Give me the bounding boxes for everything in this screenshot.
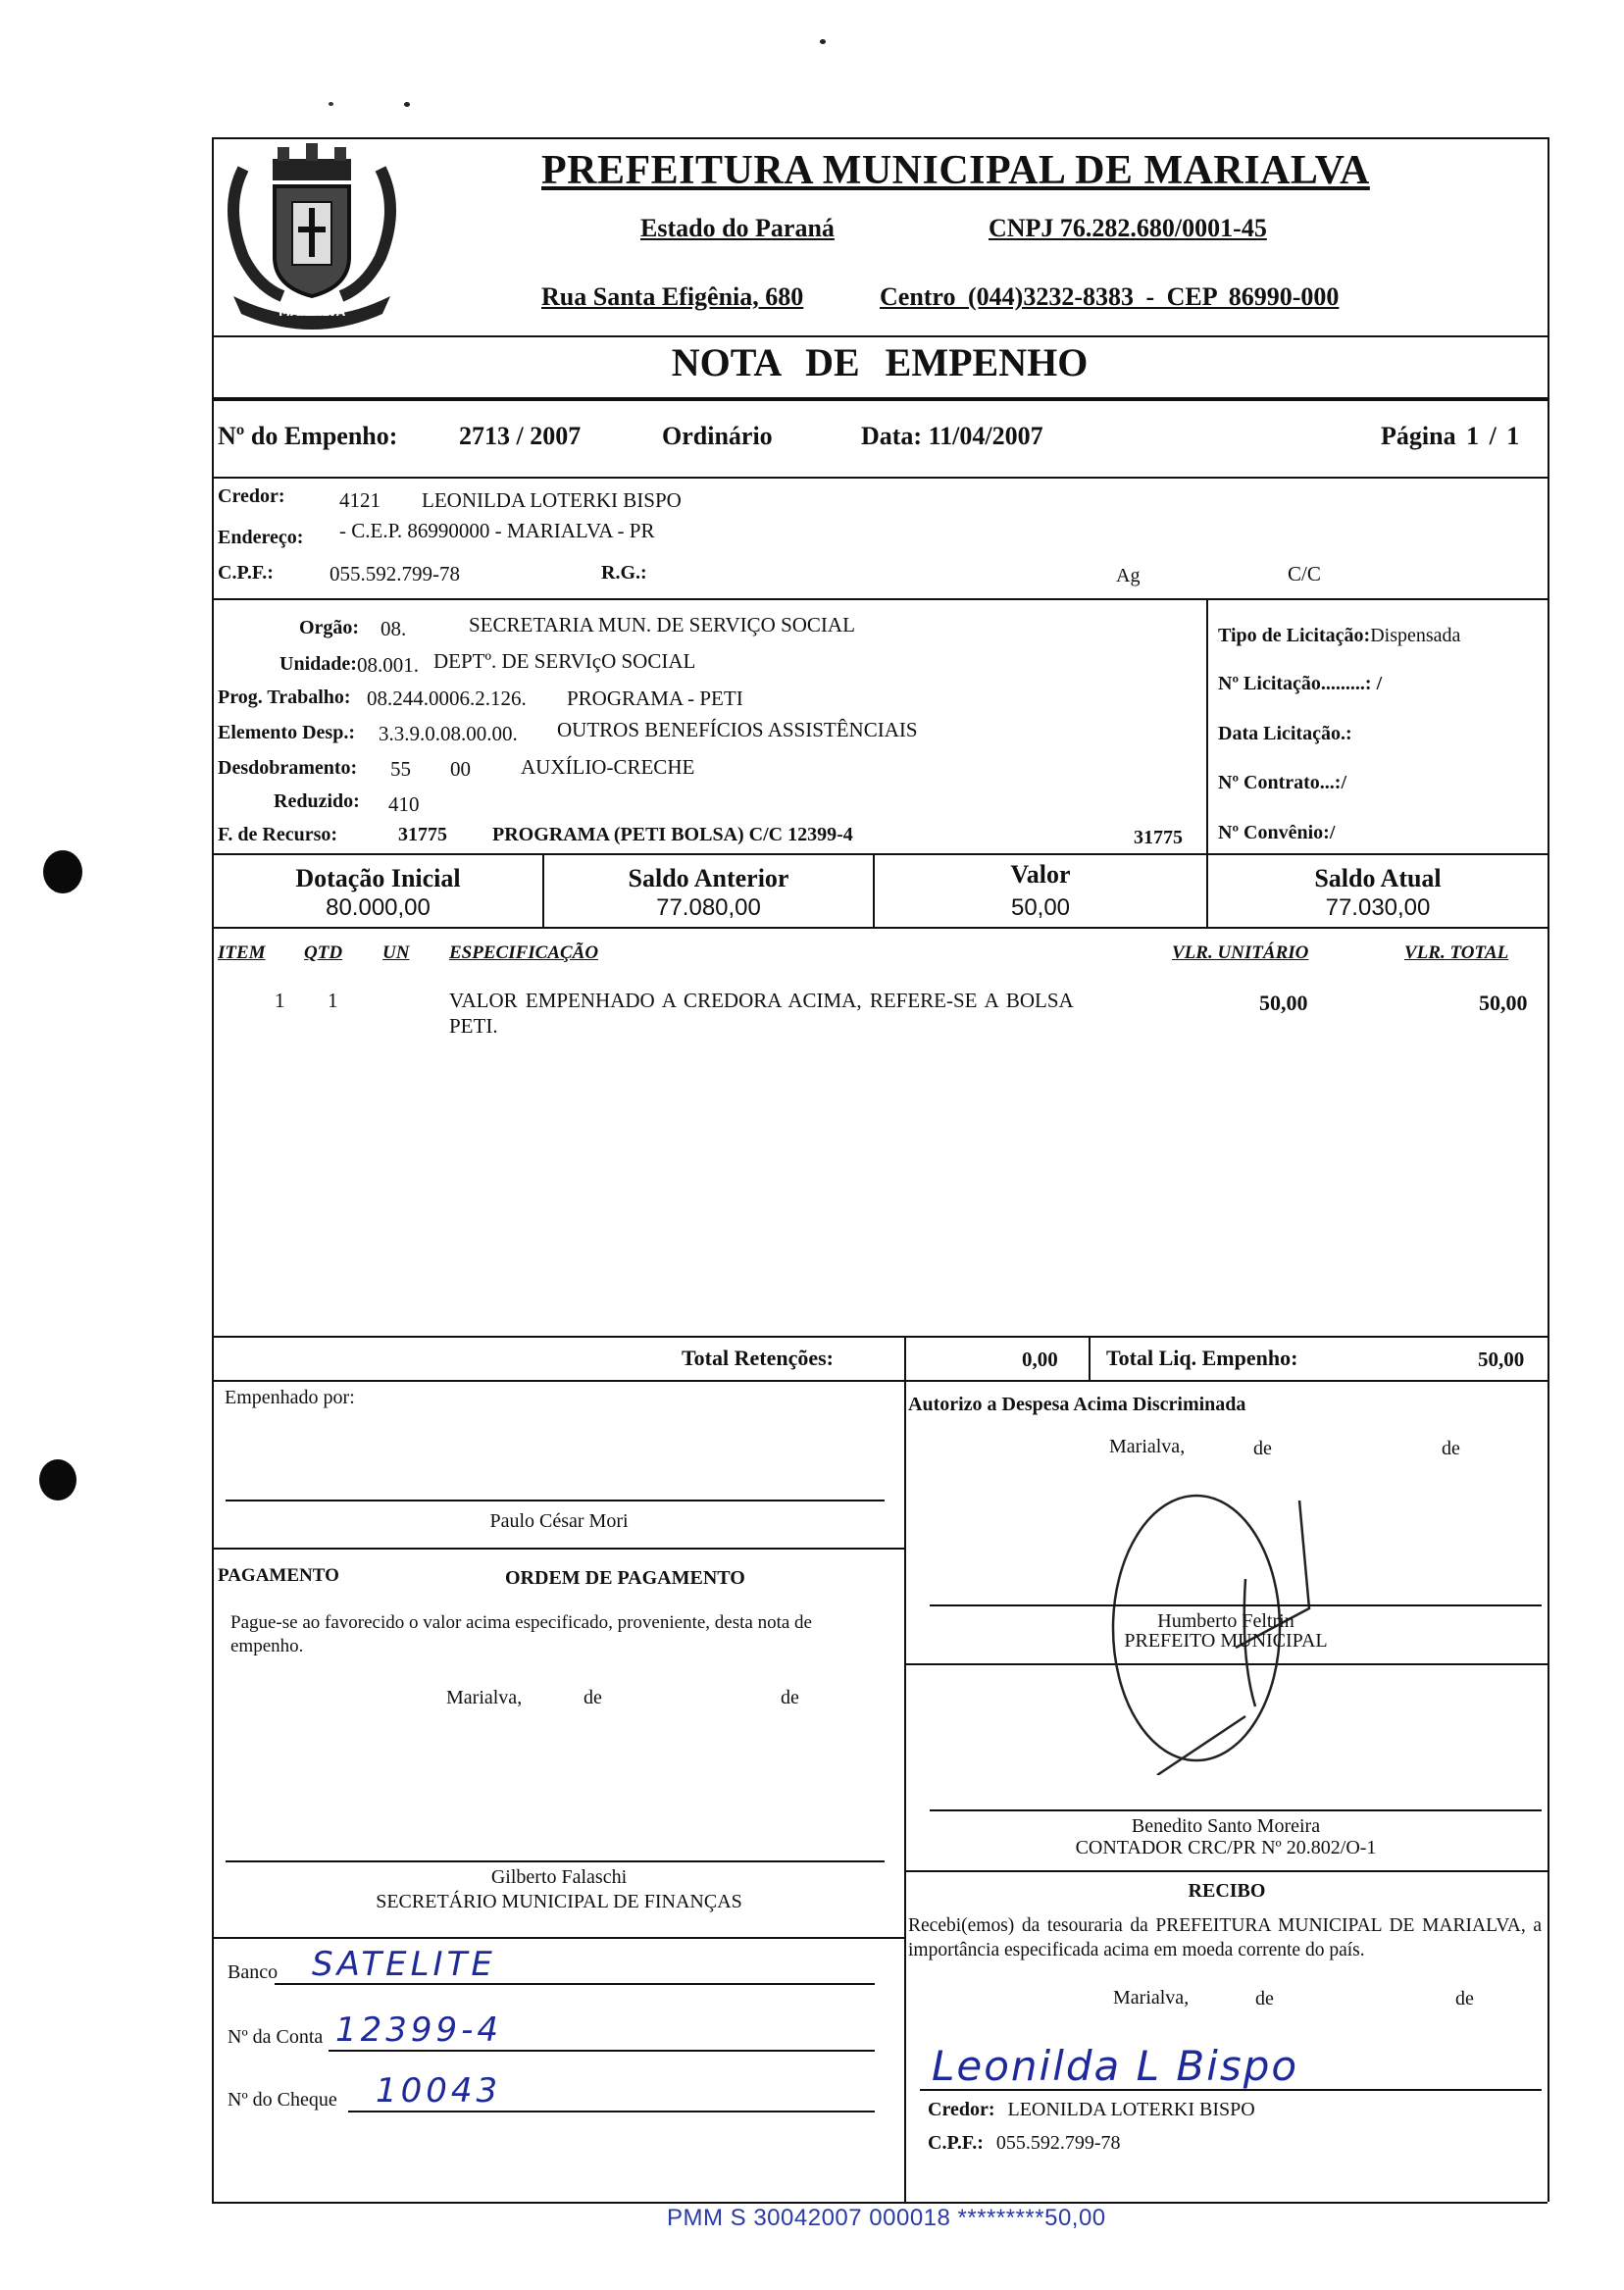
cpf-value: 055.592.799-78 — [330, 562, 460, 585]
prog-code: 08.244.0006.2.126. — [367, 687, 527, 710]
elemento-code: 3.3.9.0.08.00.00. — [379, 722, 518, 745]
scan-speck — [329, 102, 333, 106]
recibo-credor-name: LEONILDA LOTERKI BISPO — [1007, 2099, 1255, 2120]
contador-title: CONTADOR CRC/PR Nº 20.802/O-1 — [1075, 1837, 1377, 1858]
scan-speck — [820, 39, 826, 44]
dotacao-label: Dotação Inicial — [295, 864, 461, 892]
row-unit-value: 50,00 — [1259, 991, 1308, 1015]
credor-label: Credor: — [218, 485, 285, 507]
empenho-type: Ordinário — [662, 422, 773, 450]
recibo-label: RECIBO — [1188, 1880, 1266, 1902]
retencoes-label: Total Retenções: — [682, 1346, 834, 1370]
banco-handwritten: SATELITE — [312, 1945, 496, 1984]
numero-licitacao: Nº Licitação.........: / — [1218, 673, 1383, 694]
recurso-code: 31775 — [398, 824, 447, 845]
liquido-label: Total Liq. Empenho: — [1106, 1346, 1298, 1370]
desdobramento-name: AUXÍLIO-CRECHE — [521, 755, 695, 779]
pagamento-de-2: de — [781, 1687, 799, 1708]
elemento-label: Elemento Desp.: — [218, 722, 355, 743]
pagamento-label: PAGAMENTO — [218, 1565, 339, 1586]
tipo-licitacao-label: Tipo de Licitação: — [1218, 625, 1371, 646]
cc-label: C/C — [1288, 562, 1321, 585]
prefeito-signature-line — [930, 1604, 1542, 1606]
prog-name: PROGRAMA - PETI — [567, 687, 743, 710]
unidade-code: 08.001. — [357, 653, 419, 677]
punch-hole — [39, 1459, 76, 1501]
autorizo-de-2: de — [1442, 1438, 1460, 1459]
col-un: UN — [382, 942, 410, 963]
col-spec: ESPECIFICAÇÃO — [449, 942, 599, 963]
numero-contrato: Nº Contrato...:/ — [1218, 772, 1347, 793]
row-item: 1 — [275, 989, 285, 1012]
valor-label: Valor — [1010, 860, 1071, 889]
prefeito-title: PREFEITO MUNICIPAL — [1124, 1630, 1328, 1652]
row-spec-line-2: PETI. — [449, 1014, 498, 1038]
saldo-atual-label: Saldo Atual — [1314, 864, 1442, 892]
ordem-label: ORDEM DE PAGAMENTO — [505, 1567, 745, 1589]
recibo-cpf-value: 055.592.799-78 — [995, 2132, 1121, 2154]
orgao-label: Orgão: — [299, 617, 360, 638]
conta-label: Nº da Conta — [228, 2026, 324, 2048]
state-label: Estado do Paraná — [640, 214, 835, 242]
dotacao-value: 80.000,00 — [326, 894, 431, 921]
valor-value: 50,00 — [1010, 894, 1071, 921]
pagamento-de-1: de — [584, 1687, 602, 1708]
recibo-text: Recebi(emos) da tesouraria da PREFEITURA MUNICIPAL DE MARIALVA, a importância especificada acima em moeda corrente do país. — [908, 1915, 1542, 1960]
credor-name: LEONILDA LOTERKI BISPO — [422, 488, 682, 512]
recibo-de-1: de — [1255, 1988, 1274, 2010]
row-total-value: 50,00 — [1479, 991, 1528, 1015]
empenhado-signature-line — [226, 1500, 885, 1501]
contador-name: Benedito Santo Moreira — [1131, 1815, 1321, 1837]
saldo-anterior-value: 77.080,00 — [656, 894, 761, 921]
row-qtd: 1 — [328, 989, 338, 1012]
credor-signature: Leonilda L Bispo — [932, 2042, 1299, 2090]
recibo-credor — [928, 2099, 1255, 2121]
col-unit-value: VLR. UNITÁRIO — [1172, 942, 1309, 963]
recibo-place: Marialva, — [1113, 1987, 1190, 2009]
cnpj-label: CNPJ 76.282.680/0001-45 — [989, 214, 1267, 242]
cheque-label: Nº do Cheque — [228, 2089, 337, 2111]
cheque-line — [348, 2111, 875, 2112]
empenho-number: 2713 / 2007 — [459, 422, 582, 450]
unidade-name: DEPTº. DE SERVIçO SOCIAL — [433, 649, 696, 673]
rg-label: R.G.: — [601, 562, 647, 584]
contact-label: Centro (044)3232-8383 - CEP 86990-000 — [880, 282, 1340, 311]
page-number: Página 1 / 1 — [1381, 422, 1520, 450]
recurso-code-2: 31775 — [1134, 827, 1183, 848]
payment-stamp: PMM S 30042007 000018 *********50,00 — [667, 2205, 1106, 2231]
empenho-label: Nº do Empenho: — [218, 422, 398, 450]
tipo-licitacao — [1218, 625, 1460, 647]
saldo-atual-value: 77.030,00 — [1325, 894, 1431, 921]
elemento-name: OUTROS BENEFÍCIOS ASSISTÊNCIAIS — [557, 718, 918, 741]
recurso-label: F. de Recurso: — [218, 824, 338, 845]
secretario-name: Gilberto Falaschi — [490, 1866, 628, 1888]
ag-label: Ag — [1116, 565, 1141, 586]
recibo-cpf — [928, 2132, 1121, 2155]
credor-signature-line — [920, 2089, 1542, 2091]
reduzido-value: 410 — [388, 792, 420, 816]
address-value: - C.E.P. 86990000 - MARIALVA - PR — [339, 519, 655, 542]
empenhado-name: Paulo César Mori — [489, 1510, 629, 1532]
banco-label: Banco — [228, 1961, 279, 1983]
document-title: NOTA DE EMPENHO — [671, 340, 1089, 384]
prog-label: Prog. Trabalho: — [218, 687, 351, 708]
recibo-de-2: de — [1455, 1988, 1474, 2010]
punch-hole — [43, 850, 82, 893]
contador-signature-line — [930, 1809, 1542, 1811]
recibo-credor-label: Credor: — [928, 2099, 995, 2120]
desdobramento-sub: 00 — [450, 757, 471, 781]
recurso-name: PROGRAMA (PETI BOLSA) C/C 12399-4 — [492, 824, 853, 845]
liquido-value: 50,00 — [1478, 1348, 1525, 1371]
recibo-cpf-label: C.P.F.: — [928, 2132, 984, 2154]
pague-text: Pague-se ao favorecido o valor acima especificado, proveniente, desta nota de empenho. — [230, 1612, 812, 1656]
prefecture-title: PREFEITURA MUNICIPAL DE MARIALVA — [541, 148, 1370, 193]
desdobramento-label: Desdobramento: — [218, 757, 358, 779]
scan-speck — [404, 102, 410, 107]
cpf-label: C.P.F.: — [218, 562, 274, 584]
address-label: Endereço: — [218, 527, 304, 548]
secretario-title: SECRETÁRIO MUNICIPAL DE FINANÇAS — [376, 1891, 742, 1912]
orgao-code: 08. — [381, 617, 407, 640]
unidade-label: Unidade: — [279, 653, 357, 675]
col-item: ITEM — [218, 942, 266, 963]
street-label: Rua Santa Efigênia, 680 — [541, 282, 804, 311]
empenho-date: Data: 11/04/2007 — [861, 422, 1043, 450]
prefeito-name: Humberto Feltrin — [1157, 1610, 1294, 1632]
reduzido-label: Reduzido: — [274, 790, 360, 812]
col-qtd: QTD — [304, 942, 343, 963]
municipal-crest-icon — [214, 139, 410, 331]
conta-handwritten: 12399-4 — [335, 2010, 503, 2050]
autorizo-place: Marialva, — [1109, 1436, 1186, 1457]
numero-convenio: Nº Convênio:/ — [1218, 822, 1336, 843]
cheque-handwritten: 10043 — [376, 2071, 502, 2111]
saldo-anterior-label: Saldo Anterior — [628, 864, 789, 892]
col-total-value: VLR. TOTAL — [1404, 942, 1509, 963]
autorizo-de-1: de — [1253, 1438, 1272, 1459]
data-licitacao: Data Licitação.: — [1218, 723, 1352, 744]
autorizo-label: Autorizo a Despesa Acima Discriminada — [908, 1394, 1246, 1415]
secretario-signature-line — [226, 1860, 885, 1862]
row-spec-line-1: VALOR EMPENHADO A CREDORA ACIMA, REFERE-SE A BOLSA — [449, 989, 1074, 1012]
credor-code: 4121 — [339, 488, 381, 512]
empenhado-label: Empenhado por: — [225, 1387, 355, 1408]
conta-line — [329, 2050, 875, 2052]
desdobramento-code: 55 — [390, 757, 411, 781]
orgao-name: SECRETARIA MUN. DE SERVIÇO SOCIAL — [469, 613, 855, 636]
svg-text:MARIALVA: MARIALVA — [279, 305, 345, 319]
tipo-licitacao-value: Dispensada — [1370, 625, 1461, 646]
pagamento-place: Marialva, — [446, 1687, 523, 1708]
retencoes-value: 0,00 — [1022, 1348, 1058, 1371]
